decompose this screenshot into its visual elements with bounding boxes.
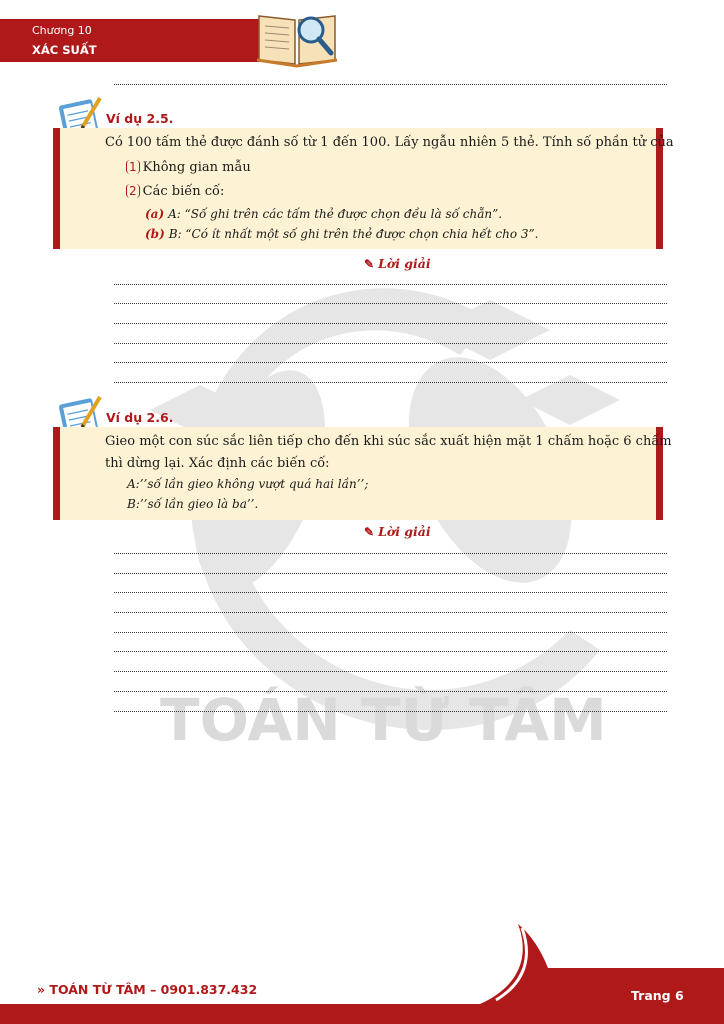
answer-line bbox=[114, 362, 667, 363]
subitem-text: B: “Có ít nhất một số ghi trên thẻ được chọn chia hết cho 3”. bbox=[168, 227, 539, 241]
answer-line bbox=[114, 632, 667, 633]
item-text: Các biến cố: bbox=[142, 184, 225, 199]
answer-line bbox=[114, 382, 667, 383]
answer-line bbox=[114, 612, 667, 613]
footer-brand: » TOÁN TỪ TÂM – 0901.837.432 bbox=[37, 982, 258, 997]
item-events bbox=[126, 183, 224, 200]
example-title: Ví dụ 2.5. bbox=[106, 111, 174, 126]
answer-line bbox=[114, 553, 667, 554]
answer-line bbox=[114, 711, 667, 712]
answer-line bbox=[114, 84, 667, 85]
answer-line bbox=[114, 323, 667, 324]
answer-line bbox=[114, 592, 667, 593]
example-box bbox=[53, 427, 672, 520]
chapter-label: Chương 10 bbox=[32, 24, 92, 37]
example-box bbox=[53, 128, 674, 249]
subitem-b bbox=[145, 226, 538, 243]
answer-line bbox=[114, 284, 667, 285]
pencil-icon: ✎ bbox=[364, 525, 375, 539]
answer-line bbox=[114, 691, 667, 692]
subitem-label: (a) bbox=[145, 207, 165, 221]
chapter-title: XÁC SUẤT bbox=[32, 43, 97, 57]
solution-label: Lời giải bbox=[378, 524, 431, 539]
event-a: A:’’số lần gieo không vượt quá hai lần’’; bbox=[127, 477, 369, 491]
subitem-label: (b) bbox=[145, 227, 165, 241]
solution-label: Lời giải bbox=[378, 256, 431, 271]
answer-line bbox=[114, 343, 667, 344]
example-intro: Có 100 tấm thẻ được đánh số từ 1 đến 100. Lấy ngẫu nhiên 5 thẻ. Tính số phần tử của bbox=[105, 135, 674, 150]
subitem-text: A: “Số ghi trên các tấm thẻ được chọn đều là số chẵn”. bbox=[168, 207, 503, 221]
subitem-a bbox=[145, 206, 502, 223]
example-intro-line1: Gieo một con súc sắc liên tiếp cho đến khi súc sắc xuất hiện mặt 1 chấm hoặc 6 chấm bbox=[105, 434, 672, 449]
item-text: Không gian mẫu bbox=[142, 160, 251, 175]
item-sample-space bbox=[126, 159, 251, 176]
solution-heading bbox=[364, 524, 431, 539]
item-number: 1 bbox=[126, 160, 140, 174]
event-b: B:’’số lần gieo là ba’’. bbox=[127, 497, 259, 511]
example-title: Ví dụ 2.6. bbox=[106, 410, 174, 425]
answer-line bbox=[114, 303, 667, 304]
watermark-text: TOÁN TỪ TÂM bbox=[160, 686, 607, 754]
answer-line bbox=[114, 671, 667, 672]
answer-line bbox=[114, 651, 667, 652]
pencil-icon: ✎ bbox=[364, 257, 375, 271]
answer-line bbox=[114, 573, 667, 574]
solution-heading bbox=[364, 256, 431, 271]
footer-band bbox=[0, 1004, 724, 1024]
book-magnifier-icon bbox=[255, 6, 339, 68]
item-number: 2 bbox=[126, 184, 140, 198]
example-intro-line2: thì dừng lại. Xác định các biến cố: bbox=[105, 456, 330, 471]
page-number: Trang 6 bbox=[631, 988, 684, 1003]
